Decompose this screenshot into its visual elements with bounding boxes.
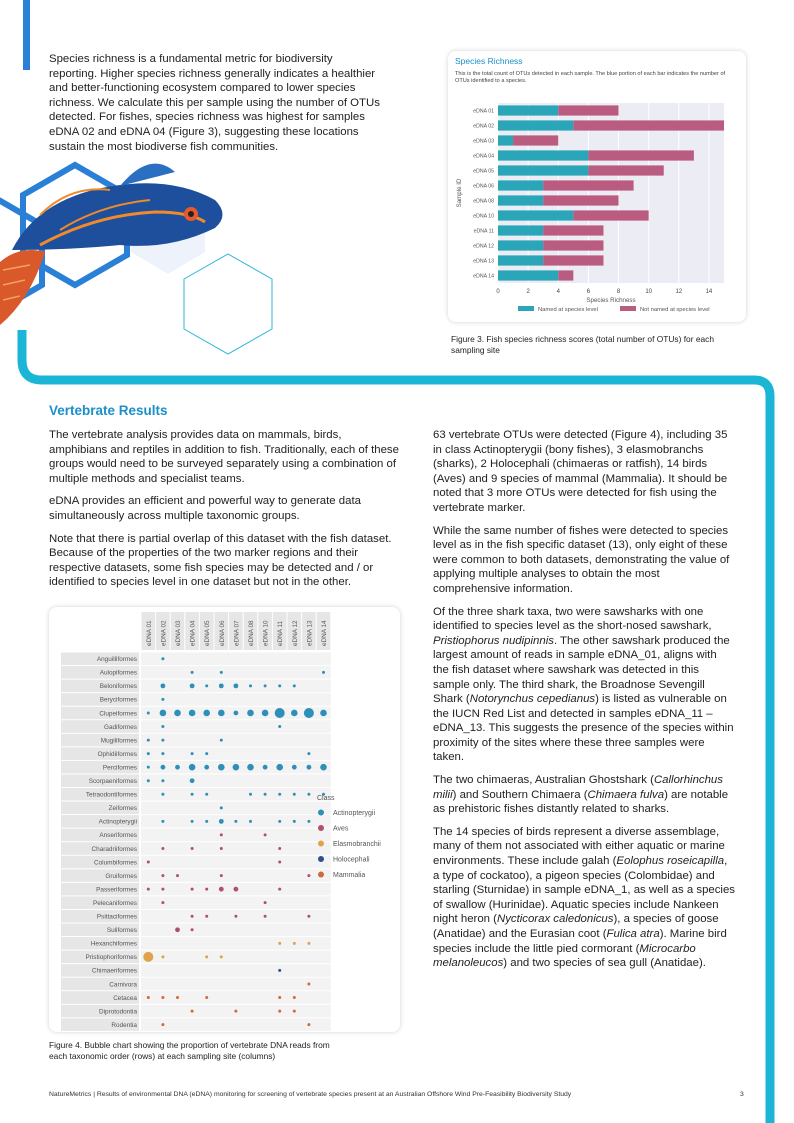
bar-segment <box>543 195 618 205</box>
bubble <box>205 996 208 999</box>
bubble <box>220 847 223 850</box>
row-band <box>141 666 331 679</box>
bubble <box>205 752 208 755</box>
intro-line: eDNA 02 and eDNA 04 (Figure 3), suggesting these locations <box>49 125 359 138</box>
bubble <box>219 683 224 688</box>
shark-paragraph <box>433 605 735 766</box>
intro-line: Species richness is a fundamental metric for biodiversity <box>49 53 333 65</box>
legend-marker <box>318 856 324 862</box>
row-band <box>141 747 331 760</box>
row-band <box>141 856 331 869</box>
legend-label: Mammalia <box>333 872 366 879</box>
bubble <box>293 996 296 999</box>
bubble <box>143 952 153 962</box>
bar-segment <box>498 120 573 130</box>
row-band <box>141 991 331 1004</box>
bubble <box>307 982 310 985</box>
bubble <box>161 765 166 770</box>
bubble <box>304 708 314 718</box>
row-band <box>141 869 331 882</box>
left-column-text <box>49 428 399 598</box>
bubble <box>161 739 164 742</box>
column-label: eDNA 03 <box>175 620 182 646</box>
bubble <box>249 684 252 687</box>
left-accent-bar <box>23 0 30 70</box>
x-axis-label: Species Richness <box>586 297 636 304</box>
text-run: Of the three shark taxa, two were sawsharks with one identified to species level as the short-nosed sawshark, <box>433 605 712 633</box>
bubble <box>147 996 150 999</box>
bubble <box>278 847 281 850</box>
bubble <box>161 698 164 701</box>
row-label: Pelecaniformes <box>92 899 137 907</box>
text-run: ) are notable as prehistoric fishes distantly related to sharks. <box>433 788 729 816</box>
column-label: eDNA 06 <box>218 620 226 646</box>
row-band <box>141 653 331 666</box>
species-name: Microcarbo melanoleucos <box>433 942 696 970</box>
x-tick-label: 14 <box>705 289 713 295</box>
x-tick-label: 2 <box>526 289 530 295</box>
bubble <box>191 671 194 674</box>
page-number: 3 <box>740 1091 744 1098</box>
legend-label: Holocephali <box>333 856 370 864</box>
text-run: . The other sawshark produced the largest amount of reads in sample eDNA_01, aligns with the fish dataset where sawshark was detected in this sample only. The third shark, the Broadnose Sevengill Shark ( <box>433 634 730 706</box>
bubble <box>175 927 180 932</box>
bubble <box>264 915 267 918</box>
bubble <box>191 752 194 755</box>
footer-text: NatureMetrics | Results of environmental DNA (eDNA) monitoring for screening of vertebrate species present at an Australian Offshore Wind Pre-Feasibility Biodiversity Study <box>49 1091 572 1098</box>
x-tick-label: 10 <box>645 289 653 295</box>
bubble <box>264 901 267 904</box>
bubble <box>161 683 166 688</box>
bubble <box>320 710 327 717</box>
legend-swatch <box>620 306 636 311</box>
bubble <box>191 915 194 918</box>
bubble <box>293 1010 296 1013</box>
column-label: eDNA 13 <box>306 620 314 646</box>
bubble <box>147 752 150 755</box>
row-band <box>141 896 331 909</box>
bubble <box>190 683 195 688</box>
row-label: Charadriiformes <box>91 845 137 853</box>
bubble <box>176 996 179 999</box>
row-label: Diprotodontia <box>98 1008 137 1016</box>
bubble <box>161 888 164 891</box>
row-band <box>141 951 331 964</box>
right-paragraph: 63 vertebrate OTUs were detected (Figure 4), including 35 in class Actinopterygii (bony fishes), 3 elasmobranchs (sharks), 2 Holocephali (chimaeras or ratfish), 14 birds (Aves) and 9 species of mammal (Mammalia). It should be noted that 3 more OTUs were detected for fish using the vertebrate marker. <box>433 429 728 514</box>
bubble <box>278 820 281 823</box>
row-label: Anguilliformes <box>96 656 137 664</box>
bubble <box>174 710 181 717</box>
bubble <box>293 820 296 823</box>
legend-marker <box>318 872 324 878</box>
chart-subtitle: This is the total count of OTUs detected in each sample. The blue portion of each bar indicates the number of OTUs identified to a species. <box>455 71 726 84</box>
row-label: Perciformes <box>102 764 137 772</box>
bubble <box>278 725 281 728</box>
bubble <box>161 820 164 823</box>
text-run: , a type of cockatoo), a pigeon species (Colombidae) and starling (Sturnidae) in sample eDNA_1, as well as a species of swallow (Hurinidae). Aquatic species include Nankeen night heron ( <box>433 855 735 926</box>
bar-segment <box>558 105 618 115</box>
row-band <box>141 734 331 747</box>
bar-segment <box>558 270 573 280</box>
legend-label: Elasmobranchii <box>333 841 381 848</box>
text-run: The two chimaeras, Australian Ghostshark ( <box>433 774 654 787</box>
row-band <box>141 788 331 801</box>
bubble <box>147 888 150 891</box>
bubble <box>205 684 208 687</box>
y-tick-label: eDNA 02 <box>473 123 494 130</box>
legend-label: Aves <box>333 825 349 833</box>
column-label: eDNA 01 <box>145 620 153 646</box>
bubble <box>161 752 164 755</box>
bar-segment <box>498 195 543 205</box>
bubble <box>161 725 164 728</box>
bubble <box>276 764 283 771</box>
bubble <box>307 915 310 918</box>
bubble <box>234 887 239 892</box>
bubble <box>218 764 225 771</box>
bubble <box>275 708 285 718</box>
bubble <box>189 764 196 771</box>
bubble <box>307 942 310 945</box>
bubble <box>278 996 281 999</box>
y-tick-label: eDNA 14 <box>473 273 494 280</box>
bar-segment <box>498 165 588 175</box>
bubble <box>147 766 150 769</box>
bubble-chart <box>49 607 400 1032</box>
column-label: eDNA 07 <box>233 620 241 646</box>
row-label: Chimaeriformes <box>91 967 137 975</box>
bar-segment <box>498 150 588 160</box>
bubble <box>249 820 252 823</box>
bubble <box>219 887 224 892</box>
bubble <box>307 820 310 823</box>
bar-segment <box>498 225 543 235</box>
bubble <box>160 710 167 717</box>
legend-marker <box>318 825 324 831</box>
column-label: eDNA 05 <box>204 620 212 646</box>
bubble <box>220 739 223 742</box>
bubble <box>191 928 194 931</box>
row-label: Scorpaeniformes <box>88 778 137 786</box>
x-tick-label: 6 <box>586 289 591 295</box>
text-run: ) is listed as vulnerable on the IUCN Red List and detected in samples eDNA_11 – eDNA_13. This suggests the presence of the species within proximity of the sites where these three samples were taken. <box>433 693 734 764</box>
bubble <box>161 1023 164 1026</box>
bubble <box>219 819 224 824</box>
column-label: eDNA 08 <box>248 620 255 646</box>
y-tick-label: eDNA 10 <box>473 213 494 220</box>
row-label: Passeriformes <box>96 886 137 894</box>
bar-segment <box>513 135 558 145</box>
y-tick-label: eDNA 12 <box>473 243 494 250</box>
left-paragraph: Note that there is partial overlap of this dataset with the fish dataset. Because of the properties of the two marker regions and their respective datasets, some fish species may be detected and / or identified to species level in one dataset but not in the other. <box>49 532 392 589</box>
bubble <box>220 806 223 809</box>
row-band <box>141 924 331 937</box>
bubble <box>234 683 239 688</box>
legend-title: Class <box>317 795 335 802</box>
bubble <box>161 996 164 999</box>
bubble <box>205 888 208 891</box>
bubble <box>247 764 254 771</box>
y-tick-label: eDNA 01 <box>473 108 494 115</box>
bubble-chart-card <box>49 607 400 1032</box>
column-label: eDNA 11 <box>277 620 285 646</box>
row-label: Zeiformes <box>108 805 137 813</box>
column-label: eDNA 14 <box>321 620 328 646</box>
bubble <box>161 874 164 877</box>
chart-title: Species Richness <box>455 56 523 66</box>
bubble <box>205 915 208 918</box>
bubble <box>307 752 310 755</box>
bubble <box>278 1010 281 1013</box>
legend-label: Actinopterygii <box>333 810 376 817</box>
species-name: Fulica atra <box>606 928 660 940</box>
bubble <box>191 888 194 891</box>
species-name: Callorhinchus milii <box>433 774 723 801</box>
bar-segment <box>543 255 603 265</box>
right-column-text <box>433 428 735 979</box>
bubble <box>292 765 297 770</box>
row-band <box>141 693 331 706</box>
bubble <box>264 833 267 836</box>
row-label: Actinopterygii <box>98 818 137 826</box>
bar-segment <box>498 270 558 280</box>
row-label: Tetraodontiformes <box>85 791 137 799</box>
bubble <box>278 793 281 796</box>
bar-segment <box>498 210 573 220</box>
figure4-caption: Figure 4. Bubble chart showing the proportion of vertebrate DNA reads from each taxonomic order (rows) at each sampling site (columns) <box>49 1040 330 1061</box>
bubble <box>161 793 164 796</box>
bubble <box>161 657 164 660</box>
bubble <box>234 1010 237 1013</box>
bubble <box>264 684 267 687</box>
column-label: eDNA 04 <box>189 620 197 646</box>
bubble <box>191 793 194 796</box>
species-richness-chart <box>448 51 746 322</box>
bubble <box>175 765 180 770</box>
y-tick-label: eDNA 03 <box>473 138 494 145</box>
species-name: Nycticorax caledonicus <box>496 913 614 926</box>
bubble <box>249 793 252 796</box>
row-band <box>141 720 331 733</box>
bubble <box>307 793 310 796</box>
bubble <box>320 764 327 771</box>
row-band <box>141 842 331 855</box>
bubble <box>161 847 164 850</box>
row-label: Rodentia <box>111 1021 137 1029</box>
bubble <box>191 820 194 823</box>
bubble <box>205 793 208 796</box>
bubble <box>291 710 298 717</box>
bubble <box>161 779 164 782</box>
intro-line: and better-functioning ecosystem compared to lower species <box>49 82 356 95</box>
species-name: Notorynchus cepedianus <box>469 693 596 706</box>
text-run: ). Marine bird species include the little pied cormorant ( <box>433 928 727 955</box>
column-label: eDNA 02 <box>160 620 168 646</box>
y-tick-label: eDNA 13 <box>473 258 494 265</box>
bar-segment <box>573 120 724 130</box>
text-run: ), a species of goose (Anatidae) and the Eurasian coot ( <box>433 913 719 940</box>
y-tick-label: eDNA 08 <box>473 198 494 205</box>
row-label: Columbiformes <box>94 859 137 867</box>
bubble <box>233 764 240 771</box>
species-name: Eolophus roseicapilla <box>616 855 725 868</box>
section-title: Vertebrate Results <box>49 403 168 418</box>
species-name: Pristiophorus nudipinnis <box>433 634 554 647</box>
row-label: Carnivora <box>109 981 137 989</box>
right-paragraph: While the same number of fishes were detected to species level as in the fish specific dataset (13), only eight of these were common to both datasets, demonstrating the value of applying multiple analyses to obtain the most comprehensive information. <box>433 524 730 595</box>
bubble <box>147 711 150 714</box>
intro-line: detected. For fishes, species richness was highest for samples <box>49 111 365 124</box>
bubble <box>205 820 208 823</box>
bubble <box>293 793 296 796</box>
row-label: Clupeiformes <box>99 710 137 718</box>
left-paragraph: The vertebrate analysis provides data on mammals, birds, amphibians and reptiles in addition to fish. Traditionally, each of these groups would need to be surveyed separately using a combination of multiple methods and specialist teams. <box>49 429 399 485</box>
text-run: The 14 species of birds represent a diverse assemblage, many of them not associated with either aquatic or marine environments. These include galah ( <box>433 825 725 868</box>
row-band <box>141 774 331 787</box>
bar-segment <box>573 210 648 220</box>
bubble <box>278 861 281 864</box>
text-run: ) and Southern Chimaera ( <box>452 788 588 801</box>
bubble <box>147 739 150 742</box>
bubble <box>278 684 281 687</box>
row-label: Aulopiformes <box>99 669 137 677</box>
row-label: Ophidiiformes <box>97 750 137 758</box>
bubble <box>307 765 312 770</box>
legend-marker <box>318 841 324 847</box>
bubble <box>293 684 296 687</box>
bubble <box>218 710 225 717</box>
legend-label: Not named at species level <box>640 307 710 313</box>
bubble <box>293 942 296 945</box>
bubble <box>234 820 237 823</box>
row-band <box>141 964 331 977</box>
row-band <box>141 802 331 815</box>
left-paragraph: eDNA provides an efficient and powerful way to generate data simultaneously across multiple taxonomic groups. <box>49 495 361 522</box>
bubble <box>278 969 281 972</box>
legend-marker <box>318 810 324 816</box>
intro-line: sustain the most biodiverse fish communities. <box>49 140 279 153</box>
x-tick-label: 4 <box>556 289 560 295</box>
text-run: ) and two species of sea gull (Anatidae). <box>503 957 706 970</box>
birds-paragraph <box>433 825 735 971</box>
row-label: Suliformes <box>106 927 137 935</box>
bar-segment <box>588 165 663 175</box>
intro-line: richness. We calculate this per sample using the number of OTUs <box>49 96 380 109</box>
row-band <box>141 1018 331 1031</box>
species-richness-chart-card <box>448 51 746 322</box>
bar-segment <box>543 225 603 235</box>
bubble <box>263 765 268 770</box>
x-tick-label: 8 <box>616 289 621 295</box>
bubble <box>247 710 254 717</box>
chimaera-paragraph <box>433 773 735 817</box>
bubble <box>191 847 194 850</box>
hexagon-decoration <box>184 254 272 354</box>
bubble <box>191 1010 194 1013</box>
bar-segment <box>543 180 633 190</box>
y-tick-label: eDNA 05 <box>473 168 494 175</box>
bar-segment <box>588 150 693 160</box>
bubble <box>161 955 164 958</box>
x-tick-label: 12 <box>675 289 683 295</box>
bar-segment <box>498 135 513 145</box>
column-label: eDNA 12 <box>291 620 299 646</box>
bubble <box>234 711 239 716</box>
bubble <box>278 942 281 945</box>
bubble <box>220 833 223 836</box>
row-band <box>141 829 331 842</box>
species-name: Chimaera fulva <box>587 788 665 801</box>
row-label: Beloniformes <box>99 683 137 691</box>
bubble <box>147 779 150 782</box>
row-label: Gadiformes <box>103 723 137 731</box>
row-label: Hexanchiformes <box>90 940 137 948</box>
bubble <box>161 901 164 904</box>
y-tick-label: eDNA 04 <box>473 153 494 160</box>
bar-segment <box>498 180 543 190</box>
row-label: Psittaciformes <box>96 913 137 921</box>
x-tick-label: 0 <box>496 289 500 295</box>
legend-swatch <box>518 306 534 311</box>
y-tick-label: eDNA 11 <box>473 228 494 235</box>
bubble <box>204 765 209 770</box>
bubble <box>307 874 310 877</box>
bubble <box>220 955 223 958</box>
bubble <box>176 874 179 877</box>
bubble <box>264 793 267 796</box>
bubble <box>278 888 281 891</box>
column-label: eDNA 10 <box>262 620 270 646</box>
row-label: Mugiliformes <box>100 737 137 745</box>
bubble <box>190 778 195 783</box>
bubble <box>322 671 325 674</box>
bubble <box>220 671 223 674</box>
bubble <box>147 861 150 864</box>
row-band <box>141 937 331 950</box>
bar-segment <box>498 105 558 115</box>
row-label: Beryciformes <box>99 696 137 704</box>
bubble <box>220 874 223 877</box>
intro-line: reporting. Higher species richness generally indicates a healthier <box>49 67 376 80</box>
bubble <box>203 710 210 717</box>
bar-segment <box>498 240 543 250</box>
intro-paragraph <box>49 52 399 154</box>
row-band <box>141 978 331 991</box>
row-label: Pristiophoriformes <box>85 954 137 962</box>
y-axis-label: Sample ID <box>456 178 463 208</box>
bubble <box>234 915 237 918</box>
bar-segment <box>498 255 543 265</box>
figure3-caption: Figure 3. Fish species richness scores (total number of OTUs) for each sampling site <box>451 334 714 355</box>
legend-label: Named at species level <box>538 307 598 313</box>
bubble <box>262 710 269 717</box>
bubble <box>205 955 208 958</box>
bubble <box>189 710 196 717</box>
y-tick-label: eDNA 06 <box>473 183 494 190</box>
row-label: Gruiformes <box>105 872 137 880</box>
row-label: Anseriformes <box>99 832 137 840</box>
bar-segment <box>543 240 603 250</box>
row-label: Cetacea <box>113 994 137 1002</box>
bubble <box>307 1023 310 1026</box>
